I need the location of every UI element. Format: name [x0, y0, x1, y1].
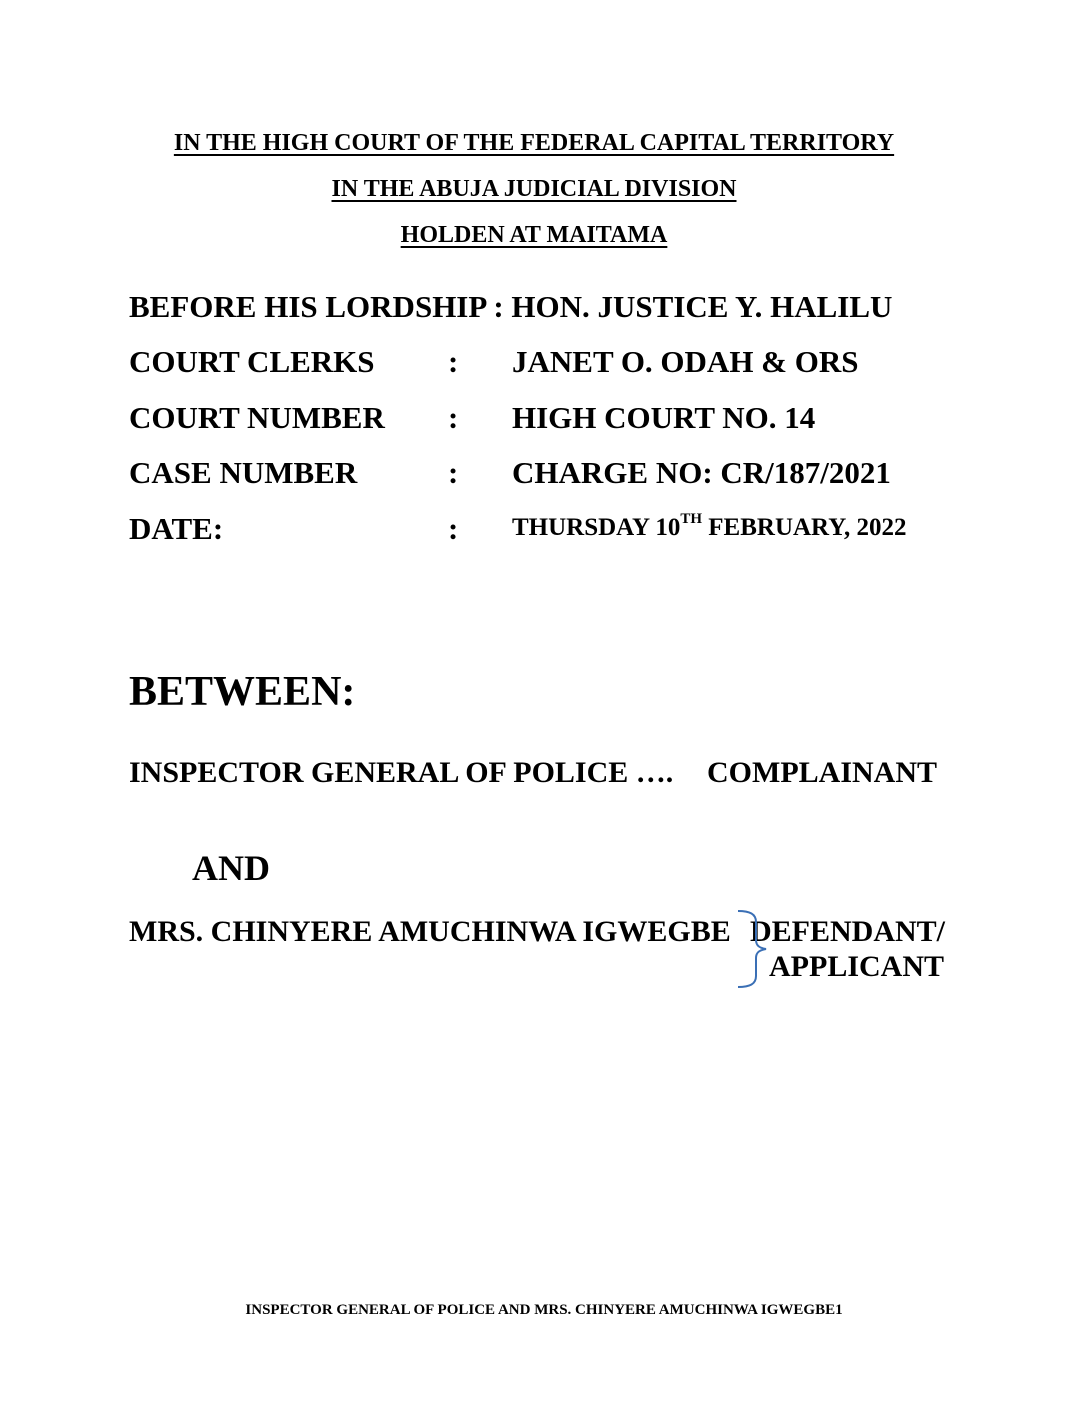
clerks-colon: :: [448, 344, 459, 379]
date-value: [512, 511, 907, 542]
case-number-label: CASE NUMBER: [129, 455, 358, 490]
clerks-value: JANET O. ODAH & ORS: [512, 344, 859, 379]
date-label: DATE:: [129, 511, 224, 546]
page-footer: INSPECTOR GENERAL OF POLICE AND MRS. CHINYERE AMUCHINWA IGWEGBE1: [245, 1302, 843, 1318]
and-separator: AND: [192, 848, 270, 888]
date-colon: :: [448, 511, 459, 546]
complainant-name: INSPECTOR GENERAL OF POLICE ….: [129, 756, 674, 789]
between-heading: BETWEEN:: [129, 669, 356, 715]
defendant-name: MRS. CHINYERE AMUCHINWA IGWEGBE: [129, 915, 731, 948]
date-month-year: FEBRUARY, 2022: [702, 514, 907, 541]
court-number-label: COURT NUMBER: [129, 400, 385, 435]
date-day: THURSDAY 10: [512, 514, 681, 541]
curly-brace-path: [738, 911, 766, 987]
defendant-role-line1: DEFENDANT/: [750, 915, 946, 948]
court-number-colon: :: [448, 400, 459, 435]
holden-heading: HOLDEN AT MAITAMA: [400, 222, 668, 248]
defendant-role-line2: APPLICANT: [769, 950, 945, 983]
clerks-label: COURT CLERKS: [129, 344, 375, 379]
curly-brace-icon: [730, 908, 778, 990]
division-heading: IN THE ABUJA JUDICIAL DIVISION: [331, 176, 737, 202]
before-line: BEFORE HIS LORDSHIP : HON. JUSTICE Y. HALILU: [129, 289, 893, 324]
case-number-colon: :: [448, 455, 459, 490]
case-number-value: CHARGE NO: CR/187/2021: [512, 455, 891, 490]
date-ordinal-suffix: TH: [680, 511, 703, 527]
court-number-value: HIGH COURT NO. 14: [512, 400, 816, 435]
complainant-role: COMPLAINANT: [707, 756, 937, 789]
court-heading: IN THE HIGH COURT OF THE FEDERAL CAPITAL TERRITORY: [173, 130, 895, 156]
